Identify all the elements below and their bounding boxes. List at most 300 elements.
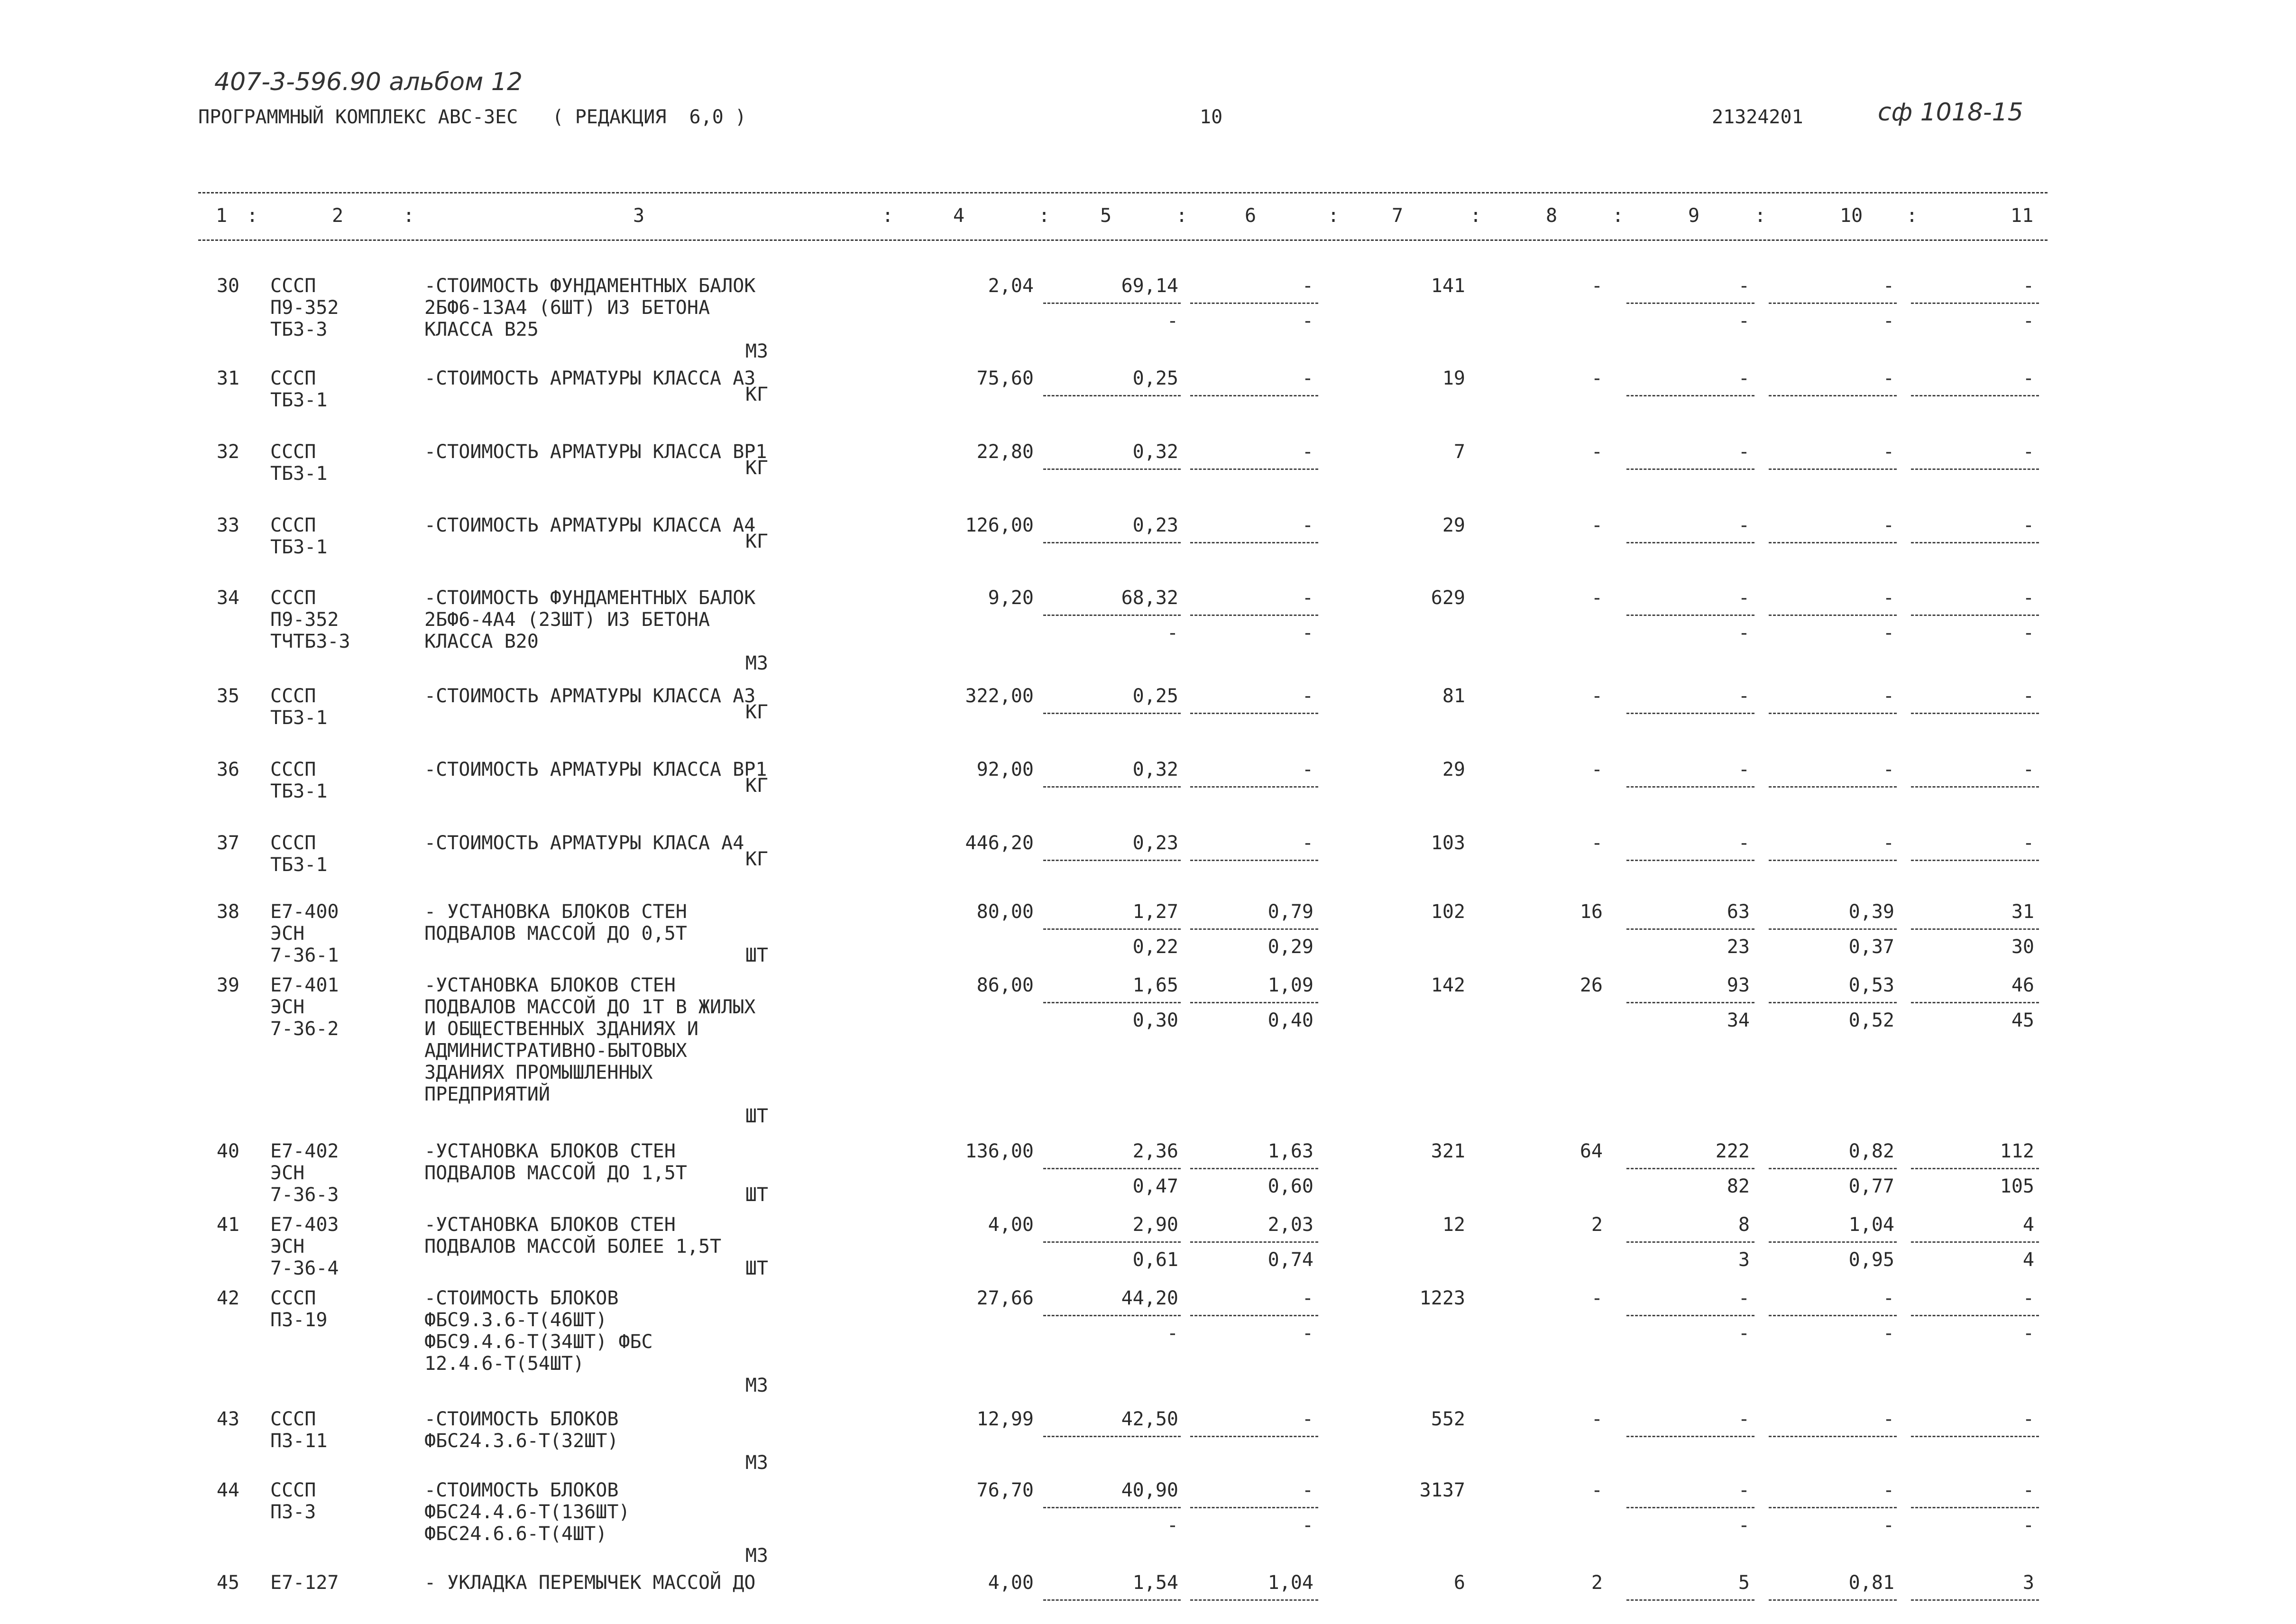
cell-c9: 8 [1738, 1214, 1750, 1236]
cell-c8: 26 [1580, 974, 1603, 996]
row-unit: ШТ [745, 1184, 768, 1206]
cell-c6: - [1302, 832, 1313, 854]
cell-c5-second: - [1166, 1322, 1178, 1344]
cell-c9-second: 34 [1727, 1009, 1750, 1031]
row-number: 32 [216, 441, 239, 463]
row-code: СССП [270, 275, 316, 297]
cell-c4: 86,00 [976, 974, 1034, 996]
cell-c11: - [2022, 587, 2034, 609]
cell-c5-second: - [1166, 622, 1178, 644]
cell-separator [1190, 786, 1318, 788]
row-code: ТБ3-1 [270, 854, 328, 876]
cell-c5-second: - [1166, 1514, 1178, 1536]
cell-separator [1626, 928, 1754, 930]
row-description: -СТОИМОСТЬ АРМАТУРЫ КЛАССА А3 [424, 367, 756, 389]
cell-c9-second: - [1738, 1514, 1750, 1536]
row-code: ТБ3-1 [270, 389, 328, 411]
cell-c10: 0,39 [1848, 901, 1894, 923]
cell-c5: 1,27 [1132, 901, 1178, 923]
cell-c6-second: 0,40 [1267, 1009, 1313, 1031]
cell-c6: - [1302, 275, 1313, 297]
column-header-11: 11 [2011, 205, 2034, 227]
cell-c4: 80,00 [976, 901, 1034, 923]
cell-c11: 4 [2022, 1214, 2034, 1236]
cell-separator [1626, 1168, 1754, 1169]
cell-separator [1769, 928, 1897, 930]
row-unit: М3 [745, 652, 768, 674]
cell-separator [1043, 928, 1181, 930]
cell-c8: - [1591, 441, 1603, 463]
cell-separator [1911, 1241, 2039, 1243]
cell-c5: 1,65 [1132, 974, 1178, 996]
cell-c4: 136,00 [965, 1140, 1034, 1162]
cell-separator [1190, 860, 1318, 861]
row-code: СССП [270, 367, 316, 389]
cell-c6: - [1302, 587, 1313, 609]
row-description: ФБС24.4.6-Т(136ШТ) [424, 1501, 630, 1523]
cell-c9: - [1738, 1408, 1750, 1430]
cell-c8: - [1591, 514, 1603, 536]
cell-separator [1190, 1436, 1318, 1437]
cell-c5: 0,25 [1132, 685, 1178, 707]
cell-c10: - [1883, 441, 1894, 463]
row-description: ПОДВАЛОВ МАССОЙ ДО 1Т В ЖИЛЫХ [424, 996, 756, 1018]
row-number: 42 [216, 1287, 239, 1309]
row-description: И ОБЩЕСТВЕННЫХ ЗДАНИЯХ И [424, 1018, 698, 1040]
cell-c11-second: 30 [2011, 936, 2034, 958]
cell-c9: 5 [1738, 1572, 1750, 1594]
cell-c9: - [1738, 587, 1750, 609]
cell-separator [1911, 395, 2039, 396]
cell-c4: 76,70 [976, 1479, 1034, 1501]
cell-c10-second: 0,52 [1848, 1009, 1894, 1031]
cell-c10: - [1883, 759, 1894, 780]
column-separator: : [1754, 205, 1766, 227]
row-description: АДМИНИСТРАТИВНО-БЫТОВЫХ [424, 1040, 687, 1062]
cell-separator [1769, 303, 1897, 304]
cell-separator [1190, 468, 1318, 470]
cell-c10-second: - [1883, 1322, 1894, 1344]
cell-c9-second: 3 [1738, 1249, 1750, 1271]
row-code: ТБ3-1 [270, 536, 328, 558]
cell-c5: 1,54 [1132, 1572, 1178, 1594]
cell-c8: 64 [1580, 1140, 1603, 1162]
cell-separator [1911, 542, 2039, 543]
row-code: ЭСН [270, 923, 305, 945]
cell-c10: - [1883, 367, 1894, 389]
cell-separator [1769, 1315, 1897, 1316]
cell-c4: 446,20 [965, 832, 1034, 854]
row-number: 41 [216, 1214, 239, 1236]
row-code: СССП [270, 685, 316, 707]
row-number: 39 [216, 974, 239, 996]
row-description: ФБС9.3.6-Т(46ШТ) [424, 1309, 607, 1331]
row-description: 12.4.6-Т(54ШТ) [424, 1353, 585, 1375]
cell-c11-second: 4 [2022, 1249, 2034, 1271]
cell-c6-second: 0,29 [1267, 936, 1313, 958]
cell-c7: 552 [1431, 1408, 1465, 1430]
cell-c6-second: - [1302, 1322, 1313, 1344]
cell-c6-second: - [1302, 310, 1313, 332]
cell-c5: 0,23 [1132, 514, 1178, 536]
row-code: Е7-401 [270, 974, 339, 996]
cell-c7: 29 [1442, 759, 1465, 780]
cell-separator [1911, 1168, 2039, 1169]
row-code: ТЧТБ3-3 [270, 631, 350, 652]
row-unit: ШТ [745, 1105, 768, 1127]
row-code: 7-36-2 [270, 1018, 339, 1040]
cell-separator [1043, 1315, 1181, 1316]
cell-separator [1190, 615, 1318, 616]
cell-separator [1043, 395, 1181, 396]
cell-c8: 16 [1580, 901, 1603, 923]
cell-c6: - [1302, 1287, 1313, 1309]
cell-separator [1626, 1507, 1754, 1508]
cell-c4: 27,66 [976, 1287, 1034, 1309]
cell-c5-second: 0,22 [1132, 936, 1178, 958]
column-separator: : [1038, 205, 1050, 227]
page-number: 10 [1200, 106, 1223, 128]
row-description: -СТОИМОСТЬ ФУНДАМЕНТНЫХ БАЛОК [424, 587, 756, 609]
cell-separator [1190, 1002, 1318, 1003]
program-title: ПРОГРАММНЫЙ КОМПЛЕКС АВС-ЗЕС ( РЕДАКЦИЯ 6,0 ) [198, 106, 746, 128]
cell-separator [1043, 303, 1181, 304]
row-number: 31 [216, 367, 239, 389]
row-number: 40 [216, 1140, 239, 1162]
row-code: СССП [270, 1479, 316, 1501]
cell-c4: 22,80 [976, 441, 1034, 463]
cell-c10: 0,82 [1848, 1140, 1894, 1162]
cell-c10-second: 0,77 [1848, 1175, 1894, 1197]
cell-c6: 1,63 [1267, 1140, 1313, 1162]
cell-c9-second: - [1738, 622, 1750, 644]
cell-c9-second: 23 [1727, 936, 1750, 958]
cell-c5: 0,23 [1132, 832, 1178, 854]
cell-separator [1043, 468, 1181, 470]
cell-separator [1911, 713, 2039, 714]
cell-separator [1043, 542, 1181, 543]
cell-separator [1190, 1315, 1318, 1316]
cell-separator [1769, 1168, 1897, 1169]
cell-c6: - [1302, 759, 1313, 780]
cell-c8: 2 [1591, 1572, 1603, 1594]
cell-c10: - [1883, 832, 1894, 854]
row-unit: М3 [745, 340, 768, 362]
row-unit: КГ [745, 457, 768, 479]
cell-c6-second: - [1302, 1514, 1313, 1536]
row-number: 44 [216, 1479, 239, 1501]
cell-c9-second: - [1738, 310, 1750, 332]
cell-c9: - [1738, 832, 1750, 854]
cell-c4: 4,00 [988, 1572, 1034, 1594]
cell-c4: 126,00 [965, 514, 1034, 536]
cell-c7: 1223 [1419, 1287, 1465, 1309]
cell-separator [1043, 1002, 1181, 1003]
row-number: 34 [216, 587, 239, 609]
cell-c9: 93 [1727, 974, 1750, 996]
row-number: 37 [216, 832, 239, 854]
cell-c11-second: - [2022, 1514, 2034, 1536]
cell-separator [1190, 928, 1318, 930]
cell-separator [1769, 786, 1897, 788]
row-code: 7-36-1 [270, 945, 339, 966]
cell-c7: 19 [1442, 367, 1465, 389]
cell-c6: - [1302, 685, 1313, 707]
cell-c8: - [1591, 685, 1603, 707]
row-unit: М3 [745, 1375, 768, 1396]
row-code: СССП [270, 441, 316, 463]
document-code: 21324201 [1712, 106, 1803, 128]
cell-c7: 6 [1453, 1572, 1465, 1594]
row-code: П9-352 [270, 609, 339, 631]
column-separator: : [1612, 205, 1624, 227]
cell-separator [1911, 1315, 2039, 1316]
row-code: СССП [270, 514, 316, 536]
row-description: ПРЕДПРИЯТИЙ [424, 1083, 550, 1105]
cell-separator [1626, 542, 1754, 543]
cell-c11-second: 45 [2011, 1009, 2034, 1031]
cell-c10: - [1883, 1408, 1894, 1430]
cell-c10-second: - [1883, 1514, 1894, 1536]
cell-separator [1769, 1507, 1897, 1508]
row-unit: КГ [745, 848, 768, 870]
row-code: 7-36-4 [270, 1257, 339, 1279]
row-description: -СТОИМОСТЬ БЛОКОВ [424, 1408, 619, 1430]
cell-separator [1769, 1241, 1897, 1243]
row-description: -СТОИМОСТЬ БЛОКОВ [424, 1479, 619, 1501]
cell-c6-second: - [1302, 622, 1313, 644]
cell-c7: 3137 [1419, 1479, 1465, 1501]
column-header-1: 1 [216, 205, 228, 227]
cell-c5: 68,32 [1121, 587, 1178, 609]
cell-c11: 31 [2011, 901, 2034, 923]
cell-separator [1769, 713, 1897, 714]
row-code: СССП [270, 832, 316, 854]
row-code: СССП [270, 587, 316, 609]
cell-c5: 2,36 [1132, 1140, 1178, 1162]
column-header-6: 6 [1245, 205, 1257, 227]
cell-separator [1911, 615, 2039, 616]
row-code: ТБ3-1 [270, 780, 328, 802]
cell-separator [1769, 1599, 1897, 1601]
cell-c4: 322,00 [965, 685, 1034, 707]
row-code: СССП [270, 1408, 316, 1430]
row-description: ФБС9.4.6-Т(34ШТ) ФБС [424, 1331, 653, 1353]
cell-c11: - [2022, 367, 2034, 389]
cell-c8: - [1591, 1287, 1603, 1309]
row-unit: КГ [745, 384, 768, 405]
row-description: -СТОИМОСТЬ АРМАТУРЫ КЛАССА А4 [424, 514, 756, 536]
row-description: - УСТАНОВКА БЛОКОВ СТЕН [424, 901, 687, 923]
cell-c9: - [1738, 441, 1750, 463]
cell-separator [1626, 303, 1754, 304]
cell-separator [1190, 395, 1318, 396]
cell-c7: 81 [1442, 685, 1465, 707]
cell-c4: 75,60 [976, 367, 1034, 389]
cell-c11: - [2022, 832, 2034, 854]
cell-c5-second: 0,47 [1132, 1175, 1178, 1197]
row-description: -СТОИМОСТЬ АРМАТУРЫ КЛАССА ВР1 [424, 441, 767, 463]
cell-separator [1043, 1241, 1181, 1243]
cell-c5-second: - [1166, 310, 1178, 332]
cell-c6: 1,04 [1267, 1572, 1313, 1594]
cell-c7: 141 [1431, 275, 1465, 297]
column-header-2: 2 [332, 205, 344, 227]
cell-separator [1043, 1599, 1181, 1601]
cell-separator [1626, 468, 1754, 470]
cell-c9-second: 82 [1727, 1175, 1750, 1197]
column-header-8: 8 [1546, 205, 1558, 227]
cell-separator [1190, 542, 1318, 543]
cell-c9: - [1738, 1479, 1750, 1501]
cell-c7: 7 [1453, 441, 1465, 463]
row-code: П9-352 [270, 297, 339, 319]
cell-c11-second: 105 [2000, 1175, 2034, 1197]
cell-c10: - [1883, 1287, 1894, 1309]
row-code: Е7-127 [270, 1572, 339, 1594]
cell-c5: 40,90 [1121, 1479, 1178, 1501]
column-separator: : [1328, 205, 1340, 227]
handwritten-album-ref: 407-3-596.90 альбом 12 [214, 68, 523, 96]
cell-c4: 12,99 [976, 1408, 1034, 1430]
row-unit: ШТ [745, 1257, 768, 1279]
column-header-5: 5 [1100, 205, 1112, 227]
cell-c6-second: 0,60 [1267, 1175, 1313, 1197]
cell-c6: - [1302, 514, 1313, 536]
row-description: КЛАССА В25 [424, 319, 539, 340]
column-header-10: 10 [1840, 205, 1863, 227]
cell-c5: 44,20 [1121, 1287, 1178, 1309]
column-separator: : [403, 205, 415, 227]
row-description: -СТОИМОСТЬ АРМАТУРЫ КЛАССА ВР1 [424, 759, 767, 780]
row-number: 35 [216, 685, 239, 707]
row-unit: КГ [745, 531, 768, 552]
row-code: СССП [270, 1287, 316, 1309]
row-number: 45 [216, 1572, 239, 1594]
cell-c11: - [2022, 441, 2034, 463]
cell-separator [1626, 1241, 1754, 1243]
row-description: 2БФ6-13А4 (6ШТ) ИЗ БЕТОНА [424, 297, 710, 319]
cell-c6: 0,79 [1267, 901, 1313, 923]
column-separator: : [1176, 205, 1188, 227]
cell-separator [1626, 1436, 1754, 1437]
cell-c10-second: 0,95 [1848, 1249, 1894, 1271]
cell-c8: 2 [1591, 1214, 1603, 1236]
cell-c5: 69,14 [1121, 275, 1178, 297]
row-description: ПОДВАЛОВ МАССОЙ БОЛЕЕ 1,5Т [424, 1236, 722, 1257]
cell-c9: - [1738, 514, 1750, 536]
cell-c8: - [1591, 367, 1603, 389]
cell-separator [1043, 860, 1181, 861]
cell-c11: - [2022, 759, 2034, 780]
cell-c5-second: 0,61 [1132, 1249, 1178, 1271]
cell-c11: 3 [2022, 1572, 2034, 1594]
cell-c11: - [2022, 1287, 2034, 1309]
cell-c5: 2,90 [1132, 1214, 1178, 1236]
cell-c11: 112 [2000, 1140, 2034, 1162]
cell-separator [1190, 1241, 1318, 1243]
cell-separator [1769, 468, 1897, 470]
cell-c11: 46 [2011, 974, 2034, 996]
cell-separator [1626, 1599, 1754, 1601]
cell-c11-second: - [2022, 622, 2034, 644]
cell-separator [1190, 1168, 1318, 1169]
row-unit: М3 [745, 1545, 768, 1567]
cell-c6: - [1302, 1479, 1313, 1501]
cell-c11: - [2022, 1479, 2034, 1501]
row-code: ТБ3-3 [270, 319, 328, 340]
row-description: ПОДВАЛОВ МАССОЙ ДО 1,5Т [424, 1162, 687, 1184]
cell-separator [1190, 1507, 1318, 1508]
cell-c9: - [1738, 685, 1750, 707]
cell-c10: - [1883, 587, 1894, 609]
cell-c5: 0,32 [1132, 441, 1178, 463]
cell-c7: 142 [1431, 974, 1465, 996]
row-code: 7-36-3 [270, 1184, 339, 1206]
column-separator: : [247, 205, 258, 227]
cell-separator [1911, 1507, 2039, 1508]
cell-c10-second: - [1883, 622, 1894, 644]
cell-separator [1769, 1436, 1897, 1437]
cell-c10: 0,53 [1848, 974, 1894, 996]
row-code: СССП [270, 759, 316, 780]
header-rule-top [198, 192, 2048, 193]
row-unit: КГ [745, 775, 768, 797]
cell-separator [1043, 1436, 1181, 1437]
cell-c10: - [1883, 514, 1894, 536]
cell-c9: 222 [1715, 1140, 1750, 1162]
row-unit: ШТ [745, 945, 768, 966]
row-description: -УСТАНОВКА БЛОКОВ СТЕН [424, 1140, 676, 1162]
cell-c9-second: - [1738, 1322, 1750, 1344]
row-description: ФБС24.3.6-Т(32ШТ) [424, 1430, 619, 1452]
cell-separator [1769, 615, 1897, 616]
cell-c8: - [1591, 1479, 1603, 1501]
cell-separator [1626, 860, 1754, 861]
row-code: ТБ3-1 [270, 463, 328, 485]
column-header-3: 3 [633, 205, 645, 227]
row-unit: КГ [745, 701, 768, 723]
row-code: Е7-402 [270, 1140, 339, 1162]
cell-separator [1911, 1599, 2039, 1601]
cell-c10: 1,04 [1848, 1214, 1894, 1236]
row-code: П3-3 [270, 1501, 316, 1523]
cell-separator [1769, 860, 1897, 861]
cell-separator [1769, 395, 1897, 396]
cell-c11: - [2022, 514, 2034, 536]
cell-c10: 0,81 [1848, 1572, 1894, 1594]
column-header-9: 9 [1688, 205, 1700, 227]
cell-separator [1769, 1002, 1897, 1003]
cell-separator [1911, 786, 2039, 788]
row-code: Е7-400 [270, 901, 339, 923]
cell-c7: 29 [1442, 514, 1465, 536]
column-separator: : [1906, 205, 1918, 227]
row-description: КЛАССА В20 [424, 631, 539, 652]
row-number: 38 [216, 901, 239, 923]
cell-c7: 321 [1431, 1140, 1465, 1162]
cell-c6: 2,03 [1267, 1214, 1313, 1236]
cell-c6: - [1302, 441, 1313, 463]
row-code: П3-19 [270, 1309, 328, 1331]
cell-c6: - [1302, 367, 1313, 389]
cell-separator [1626, 1002, 1754, 1003]
column-header-4: 4 [953, 205, 965, 227]
row-code: ЭСН [270, 1236, 305, 1257]
cell-c8: - [1591, 587, 1603, 609]
header-rule-bottom [198, 239, 2048, 241]
cell-separator [1190, 713, 1318, 714]
